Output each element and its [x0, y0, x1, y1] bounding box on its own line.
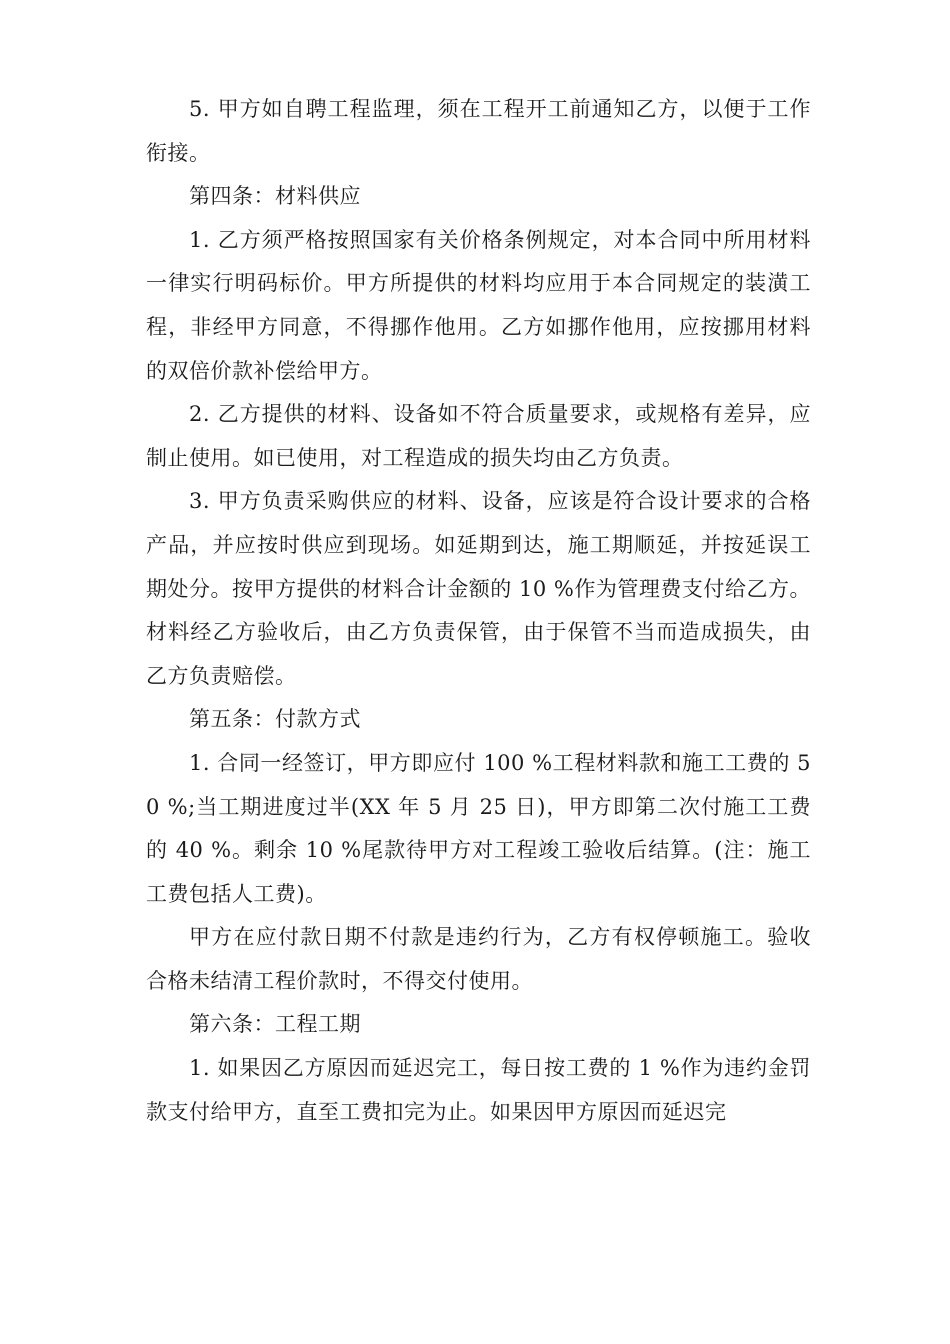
article-4-item-1: 1. 乙方须严格按照国家有关价格条例规定，对本合同中所用材料一律实行明码标价。甲方所提供的材料均应用于本合同规定的装潢工程，非经甲方同意，不得挪作他用。乙方如挪作他用，应按挪用材料的双倍价款补偿给甲方。 [146, 227, 811, 383]
article-4-item-2: 2. 乙方提供的材料、设备如不符合质量要求，或规格有差异，应制止使用。如已使用，对工程造成的损失均由乙方负责。 [146, 402, 811, 470]
article-6-item-1: 1. 如果因乙方原因而延迟完工，每日按工费的 1 %作为违约金罚款支付给甲方，直至工费扣完为止。如果因甲方原因而延迟完 [146, 1056, 811, 1124]
document-body [146, 88, 811, 1134]
article-4-item-3: 3. 甲方负责采购供应的材料、设备，应该是符合设计要求的合格产品，并应按时供应到现场。如延期到达，施工期顺延，并按延误工期处分。按甲方提供的材料合计金额的 10 %作为管理费支付给乙方。材料经乙方验收后，由乙方负责保管，由于保管不当而造成损失，由乙方负责赔偿。 [146, 489, 811, 688]
article-5-heading: 第五条：付款方式 [189, 707, 361, 732]
article-4-heading: 第四条：材料供应 [189, 184, 361, 209]
article-5-item-1: 1. 合同一经签订，甲方即应付 100 %工程材料款和施工工费的 50 %;当工期进度过半(XX 年 5 月 25 日)，甲方即第二次付施工工费的 40 %。剩余 10 %尾款待甲方对工程竣工验收后结算。(注：施工工费包括人工费)。 [146, 750, 811, 906]
article-5-note: 甲方在应付款日期不付款是违约行为，乙方有权停顿施工。验收合格未结清工程价款时，不得交付使用。 [146, 925, 811, 993]
article-6-heading: 第六条：工程工期 [189, 1012, 361, 1037]
clause-3-item-5: 5. 甲方如自聘工程监理，须在工程开工前通知乙方，以便于工作衔接。 [146, 97, 811, 165]
